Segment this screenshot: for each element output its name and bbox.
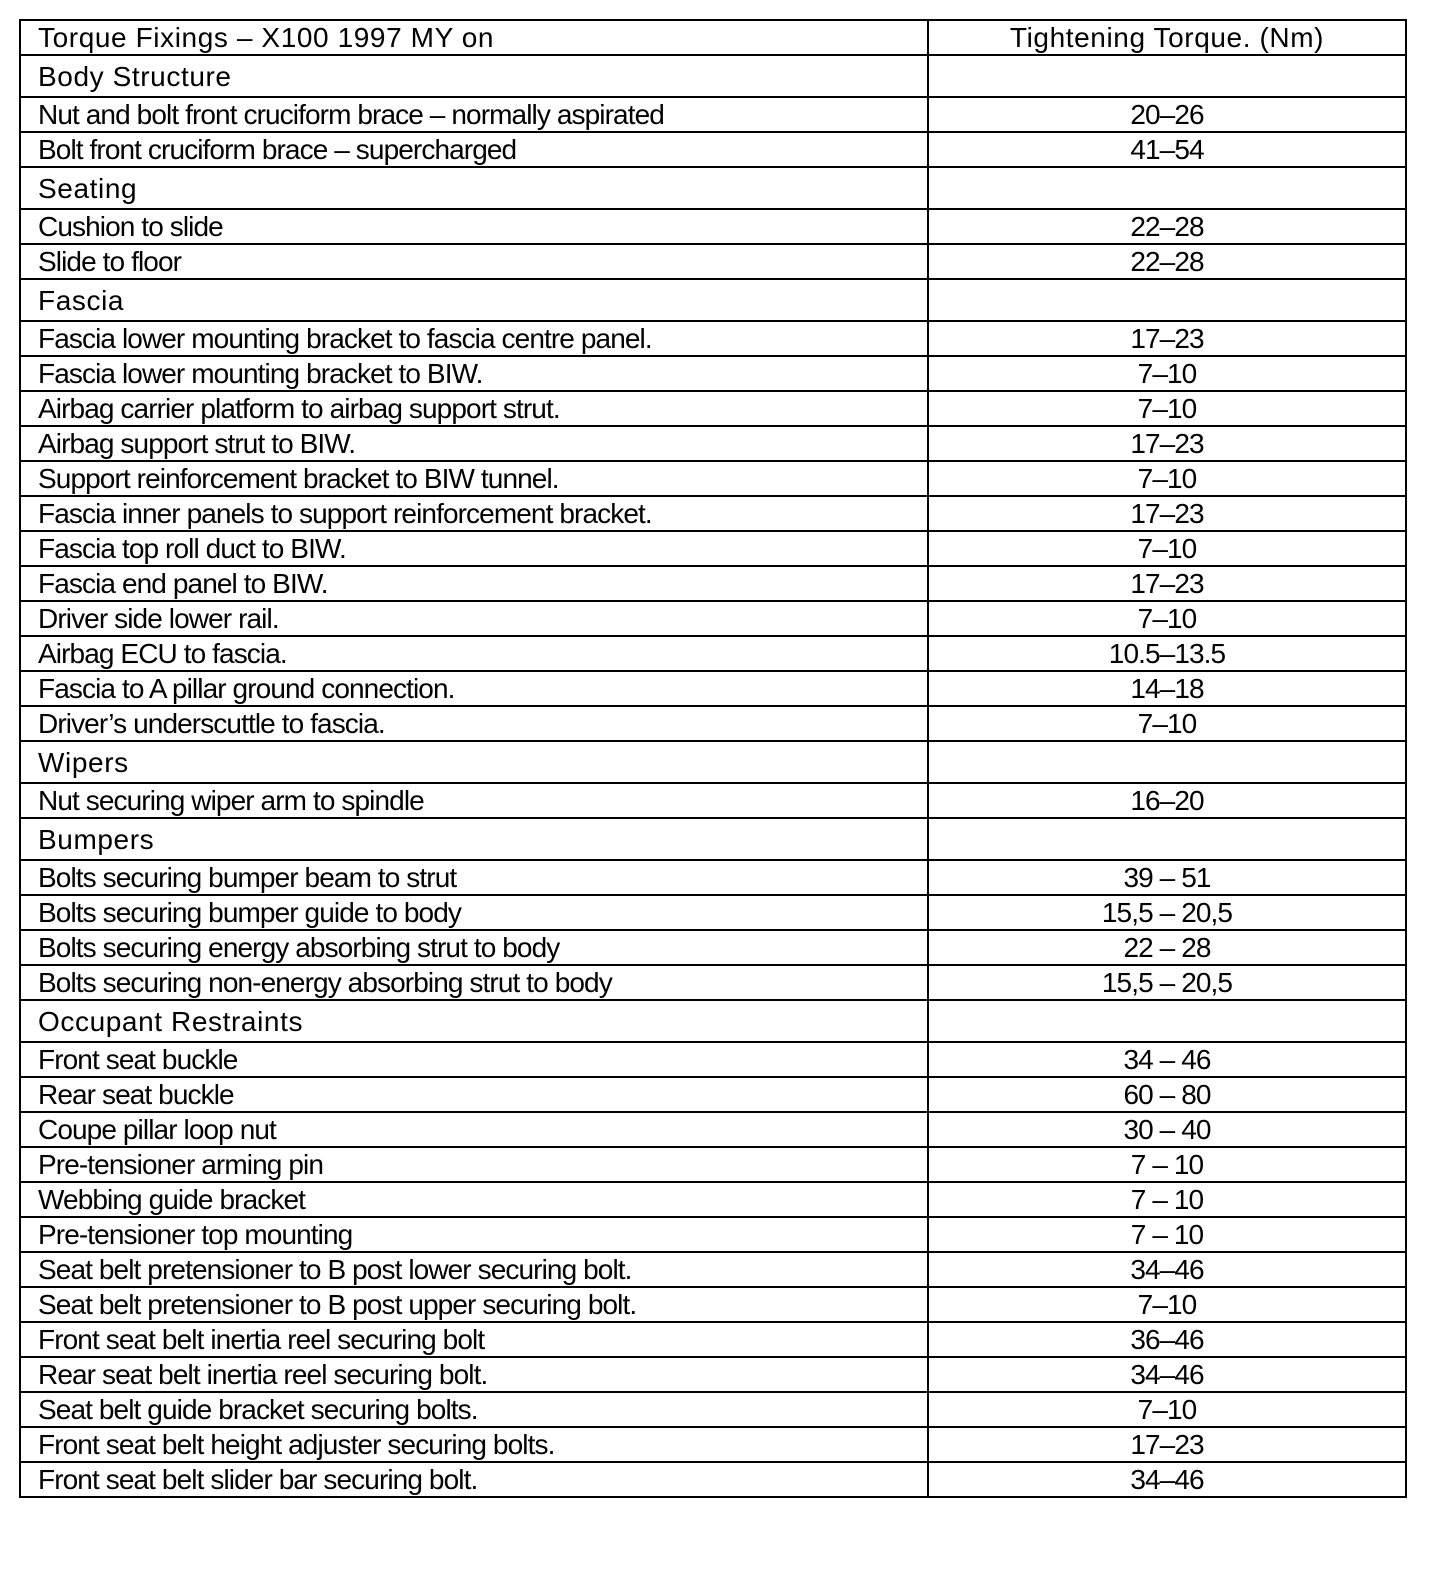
torque-value: 10.5–13.5 [928,636,1406,671]
fixing-description: Pre-tensioner arming pin [20,1147,928,1182]
section-empty-cell [928,167,1406,209]
fixing-description: Fascia to A pillar ground connection. [20,671,928,706]
fixing-description: Front seat belt inertia reel securing bolt [20,1322,928,1357]
torque-value: 7–10 [928,356,1406,391]
table-header-row [20,20,1406,55]
table-row [20,1217,1406,1252]
table-row [20,965,1406,1000]
torque-specification-table [19,19,1407,1498]
torque-value: 17–23 [928,496,1406,531]
fixing-description: Nut and bolt front cruciform brace – normally aspirated [20,97,928,132]
torque-value: 7–10 [928,601,1406,636]
fixing-description: Cushion to slide [20,209,928,244]
fixing-description: Fascia top roll duct to BIW. [20,531,928,566]
table-row [20,706,1406,741]
table-row [20,636,1406,671]
torque-value: 17–23 [928,566,1406,601]
torque-value: 7–10 [928,706,1406,741]
section-header-row [20,818,1406,860]
section-empty-cell [928,818,1406,860]
fixing-description: Bolts securing bumper guide to body [20,895,928,930]
table-row [20,601,1406,636]
table-row [20,531,1406,566]
table-row [20,1462,1406,1497]
section-title: Occupant Restraints [20,1000,928,1042]
table-row [20,1287,1406,1322]
torque-value: 16–20 [928,783,1406,818]
section-empty-cell [928,1000,1406,1042]
table-row [20,1042,1406,1077]
fixing-description: Fascia lower mounting bracket to BIW. [20,356,928,391]
torque-value: 34–46 [928,1462,1406,1497]
section-header-row [20,741,1406,783]
torque-value: 17–23 [928,1427,1406,1462]
fixing-description: Front seat buckle [20,1042,928,1077]
section-empty-cell [928,279,1406,321]
torque-value: 7 – 10 [928,1147,1406,1182]
section-title: Fascia [20,279,928,321]
table-row [20,895,1406,930]
fixing-description: Fascia lower mounting bracket to fascia centre panel. [20,321,928,356]
fixing-description: Seat belt pretensioner to B post lower securing bolt. [20,1252,928,1287]
torque-value: 36–46 [928,1322,1406,1357]
table-row [20,132,1406,167]
torque-value: 34–46 [928,1252,1406,1287]
torque-value: 7–10 [928,531,1406,566]
fixing-description: Bolts securing bumper beam to strut [20,860,928,895]
fixing-description: Front seat belt height adjuster securing bolts. [20,1427,928,1462]
section-empty-cell [928,741,1406,783]
fixing-description: Fascia inner panels to support reinforcement bracket. [20,496,928,531]
table-row [20,1322,1406,1357]
table-row [20,321,1406,356]
table-row [20,1077,1406,1112]
fixing-description: Coupe pillar loop nut [20,1112,928,1147]
table-row [20,860,1406,895]
torque-value: 30 – 40 [928,1112,1406,1147]
table-row [20,496,1406,531]
table-row [20,426,1406,461]
fixing-column-header: Torque Fixings – X100 1997 MY on [20,20,928,55]
fixing-description: Support reinforcement bracket to BIW tunnel. [20,461,928,496]
torque-value: 41–54 [928,132,1406,167]
torque-value: 22 – 28 [928,930,1406,965]
table-row [20,209,1406,244]
fixing-description: Fascia end panel to BIW. [20,566,928,601]
section-header-row [20,1000,1406,1042]
torque-value: 7 – 10 [928,1182,1406,1217]
table-row [20,1182,1406,1217]
fixing-description: Webbing guide bracket [20,1182,928,1217]
section-title: Bumpers [20,818,928,860]
table-body [20,55,1406,1497]
section-header-row [20,167,1406,209]
fixing-description: Airbag carrier platform to airbag support strut. [20,391,928,426]
fixing-description: Bolts securing non-energy absorbing strut to body [20,965,928,1000]
section-title: Body Structure [20,55,928,97]
section-header-row [20,55,1406,97]
torque-value: 7–10 [928,1392,1406,1427]
table-row [20,244,1406,279]
fixing-description: Front seat belt slider bar securing bolt. [20,1462,928,1497]
torque-column-header: Tightening Torque. (Nm) [928,20,1406,55]
torque-value: 17–23 [928,321,1406,356]
section-title: Seating [20,167,928,209]
torque-value: 15,5 – 20,5 [928,965,1406,1000]
section-header-row [20,279,1406,321]
table-row [20,1252,1406,1287]
fixing-description: Airbag support strut to BIW. [20,426,928,461]
torque-value: 34–46 [928,1357,1406,1392]
fixing-description: Slide to floor [20,244,928,279]
fixing-description: Driver side lower rail. [20,601,928,636]
torque-value: 22–28 [928,244,1406,279]
fixing-description: Nut securing wiper arm to spindle [20,783,928,818]
table-row [20,783,1406,818]
torque-value: 14–18 [928,671,1406,706]
table-row [20,1112,1406,1147]
table-row [20,1357,1406,1392]
torque-value: 17–23 [928,426,1406,461]
fixing-description: Seat belt guide bracket securing bolts. [20,1392,928,1427]
torque-value: 60 – 80 [928,1077,1406,1112]
table-row [20,1427,1406,1462]
table-row [20,1392,1406,1427]
fixing-description: Pre-tensioner top mounting [20,1217,928,1252]
section-title: Wipers [20,741,928,783]
torque-value: 7–10 [928,391,1406,426]
fixing-description: Airbag ECU to fascia. [20,636,928,671]
table-row [20,930,1406,965]
torque-value: 15,5 – 20,5 [928,895,1406,930]
torque-value: 7–10 [928,1287,1406,1322]
table-row [20,566,1406,601]
fixing-description: Seat belt pretensioner to B post upper securing bolt. [20,1287,928,1322]
table-row [20,461,1406,496]
section-empty-cell [928,55,1406,97]
table-row [20,671,1406,706]
torque-value: 7–10 [928,461,1406,496]
fixing-description: Bolt front cruciform brace – supercharged [20,132,928,167]
torque-value: 34 – 46 [928,1042,1406,1077]
torque-value: 22–28 [928,209,1406,244]
torque-value: 7 – 10 [928,1217,1406,1252]
fixing-description: Rear seat buckle [20,1077,928,1112]
fixing-description: Driver’s underscuttle to fascia. [20,706,928,741]
torque-value: 20–26 [928,97,1406,132]
fixing-description: Bolts securing energy absorbing strut to body [20,930,928,965]
table-row [20,1147,1406,1182]
table-row [20,356,1406,391]
table-row [20,391,1406,426]
table-row [20,97,1406,132]
torque-value: 39 – 51 [928,860,1406,895]
fixing-description: Rear seat belt inertia reel securing bolt. [20,1357,928,1392]
